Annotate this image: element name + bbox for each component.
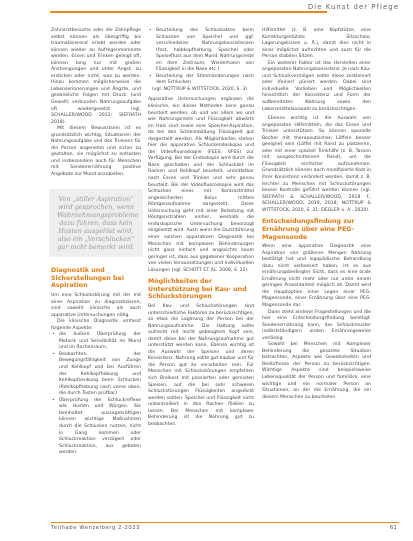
- paragraph: Um eine Schluckstörung mit der mit einer Aspiration zu diagnostizieren, sind sowohl klinische als auch apparative Untersuchungen nötig.: [51, 293, 141, 318]
- list-item: • Beurteilung des Schluckaktes beim Schlucken von Speichel und ggf. verschiedener Nahrungskonsistenzen (fest, halbkopfhaltung, Speichel oder Speisefluss aus dem Mund, Nahrungsreste im dem Zeitraum, Wiederholen von Flüssigkeit in die Nase etc.): [154, 28, 254, 74]
- paragraph: Ein weiterer Faktor ist das Herstellen einer angepassten Nahrungskonsistenz. Je nach Kau- und Schluckvermögen sollte diese zerkleinert oder (feiner) püriert werden. Dabei sind individuelle Vorlieben und Möglichkeiten hinsichtlich der Konsistenz und Form der aufbereiteten Nahrung sowie den Lebensmittelauswahl zu berücksichtigen.: [262, 60, 371, 112]
- bullet-list: [148, 28, 254, 87]
- paragraph: Hilfsmittel (z. B. eine Kopfstütze, eine Korrekturgestützte Sitzschale, Lagerungskissen u. Ä.), damit dies nicht in einer möglichst aufrechten und auch für die Person stabilen Sitzen.: [262, 28, 371, 60]
- section-heading: Entscheidungsfindung zur Ernährung über eine PEG-Magensonde: [262, 218, 355, 241]
- bullet-list: [51, 332, 141, 456]
- column-3: [262, 28, 371, 401]
- paragraph: Zahnarztbesuche oder die Zahnpflege selbst können als übergriffig bis traumatisierend erlebt werden oder können wieder an Aufregenmomente werden. Essen und Trinken gelingt oft, können lang nur mit großen Anstrengungen und unter Angst, zu ersticken oder nicht, was zu werden. Hinzu kommen möglicherweise die Lebenserinnerungen und Ängste, und gedankliche Folgen mit Druck (und Gewalt) verbunden Nahrungsaufgabe oft wiedergesetzt (vgl. SCHALLER/WOOD 2012; SIEFRATH 2018).: [51, 28, 141, 125]
- paragraph: Bei Kau- und Schluckstörungen sind unterschiedliche Faktoren zu berücksichtigen, so etwa die Lagerung der Person bei der Nahrungsaufnahme. Die Haltung sollte aufrecht mit leicht gebeugtem Kopf sein, damit diese bei der Nahrungsaufnahme gut unterstützt werden kann. Ebenso wichtig ist die Auswahl der Speisen und deren Konsistenz. Nahrung sollte gut kaubar und für die Person gut zu verarbeiten sein. Für Menschen mit Schluckstörungen empfehlen sich Breikost mit passierten oder gemixten Speisen, auf die bei sehr schweren Schluckstörungen Flüssigkeiten angedickt werden sollten. Speichel und Flüssigkeit nicht unkontrolliert in den Rachen fließen zu lassen. Bei Menschen mit komplexer Behinderung ist die Nahrung gut zu beobachten.: [148, 304, 254, 427]
- paragraph: Ebenso wichtig ist die Auswahl von angepassten Hilfsmitteln, die das Essen und Trinken unterstützen. So können spezielle Becher mit therapeutischen Löffeln besser geeignet sein (Löffel mit Rand zu platzieren, oder mit einer speziell Trinkhilfe (z. B. Tassen mit ausgeschnittenem Rand), um die Flüssigkeit einfacher aufzunehmen. Grundsätzlich können auch modifizierte Kost in ihrer Konsistenz verändert werden, damit z. B. leichter zu Menschen mit Schluckstörungen besser Kontrolle geführt werden können (vgl. SIEFRATH & SCHALLER/WOOD, 2018 f.; SCHALLER/WOOD, 2019, 2018; NOTTRUP & WITTSTOCK, 2020, S. 31; DEGLER u. A., 2020).: [262, 116, 371, 213]
- reference: (vgl. NOTTRUP & WITTSTOCK, 2020, S. 3): [152, 86, 248, 92]
- paragraph: Apparative Untersuchungen ergänzen die klinische, ein dieser Methoden kann genau beurteilt werden, ob und vor allem wo und wie Nahrungsreste und Flüssigkeit abwärts im Hals sind sowie eine Speichel-Aspiration, da bei den Schleimbildung Flüssigkeit gut dargestellt werden. Als Möglichkeiten stehen hier die apparative Schluckendoskopie und die Videofluoroskopie (FEES, VFSS) zur Verfügung. Bei der Endoskopie wird durch die Nase geschoben und der Schluckakt im Rachen und Kehlkopf beurteilt, unmittelbar nach Essen und Trinken und sehr genau beurteilt. Bei der Videofluoroskopie wird das Schlucken eines mit Kontrastmittel angereicherten Bolus mittels Röntgenaufnahme dargestellt. Diese Untersuchung geht mit einer Belastung mit Röntgenstrahlen einher, weshalb die endoskopische Untersuchung bevorzugt eingesetzt wird. Auch wenn die Durchführung einer solchen apparativen Diagnostik bei Menschen mit komplexen Behinderungen nicht ganz einfach und angesichts kaum geringer ist, dass aus gegebener Kooperation von vielen Voraussetzungen und individuellen Lösungen (vgl. SCHOTT ET AL. 2008, S. 22).: [148, 97, 254, 273]
- paragraph: Dann steht anderer Fragestellungen und die hier eine Entscheidungsfindung benötigt. Sondenernährung kann, das Schluckmuster (selbstständigen) oralen Ernährungsweise verlässig.: [262, 309, 371, 341]
- list-item: • Beobachten der Bewegungsfähigkeit von Zunge und Kehlkopf und bei Ausführen der Kehlkopfhebung und Kehlkopfsenkung beim Schlucken (Kehlkopfhebung nach vorne oben, die durch Tasten prüfbar): [57, 352, 141, 398]
- paragraph: Die klinische Diagnostik umfasst folgende Aspekte:: [51, 319, 141, 331]
- page-number: 61: [389, 525, 397, 531]
- section-heading: Möglichkeiten der Unterstützung bei Kau- und Schluckstörungen: [148, 278, 247, 301]
- column-2: [148, 28, 254, 428]
- section-heading: Diagnostik und Sicherstellungen bei Aspiration: [51, 267, 124, 290]
- paragraph: Wenn eine apparative Diagnostik eine Aspiration von größeren Mengen Nahrung bestätigt hat und logopädische Behandlung dazu nicht verbessert haben, ist es aus ernährungsbedingter Sicht, dass es eine orale Ernährung nicht mehr oder nur unter einem geringen Prozentanteil möglich ist. Damit wird die Hauptoption einer Legen einer PEG-Magensonde, einer Ernährung über eine PEG-Magensonde dar.: [262, 244, 371, 309]
- paragraph: Sowohl bei Menschen mit Komplexer Behinderung die gesamte Situation betrachten, Aspekte wie Gewohnheiten und Bedürfnisse der Person zu berücksichtigen. Wichtige Aspekte sind beispielsweise Lebensqualität der Person und familiäre, eine wichtige und ein normaler Person an Situationen, an der die Ernährung, die ein diesem Menschen zu beurteilen.: [262, 342, 371, 400]
- section-tag: Die Kunst der Pflege: [307, 3, 399, 11]
- page-footer: [51, 522, 399, 533]
- list-item: • die äußere Überprüfung der Motorik und Sensibilität im Mund und im Rachenraum,: [57, 332, 141, 352]
- pull-quote: Von „stiller Aspiration“ wird gesprochen, wenn Wahrnehmungsprobleme dazu führen, dass kein Husten ausgelöst wird, also ein „Verschlucken“ gar nicht bemerkt wird.: [49, 189, 143, 258]
- paragraph: Mit diesem Bewusstsein ist es grundsätzlich wichtig, Situationen der Nahrungsaufgabe und des Trinkens für die Person angenehm und sicher zu gestalten, sie möglichst zu entlasten und insbesondere auch für Menschen mit Sondenernährung positive Angebote zur Mund anzubieten.: [51, 126, 141, 178]
- header-rule: [50, 11, 327, 13]
- list-item: • Beurteilung der Stimmänderungen nach dem Schlucken: [154, 74, 254, 87]
- journal-name: Teilhabe Wenzelberg 2-2023: [51, 525, 141, 531]
- column-1: [51, 28, 141, 457]
- list-item: • Überprüfung der Schluckreflexe wie Husten und Würgen. Sie beinhaltet aussagekräftigen können wichtige Maßnahmen durch die Schlucken nutzen, nicht in Gang kommen oder Schluckreaktion verzögert oder Schluckreaktion, aus gebeten werden.: [57, 398, 141, 457]
